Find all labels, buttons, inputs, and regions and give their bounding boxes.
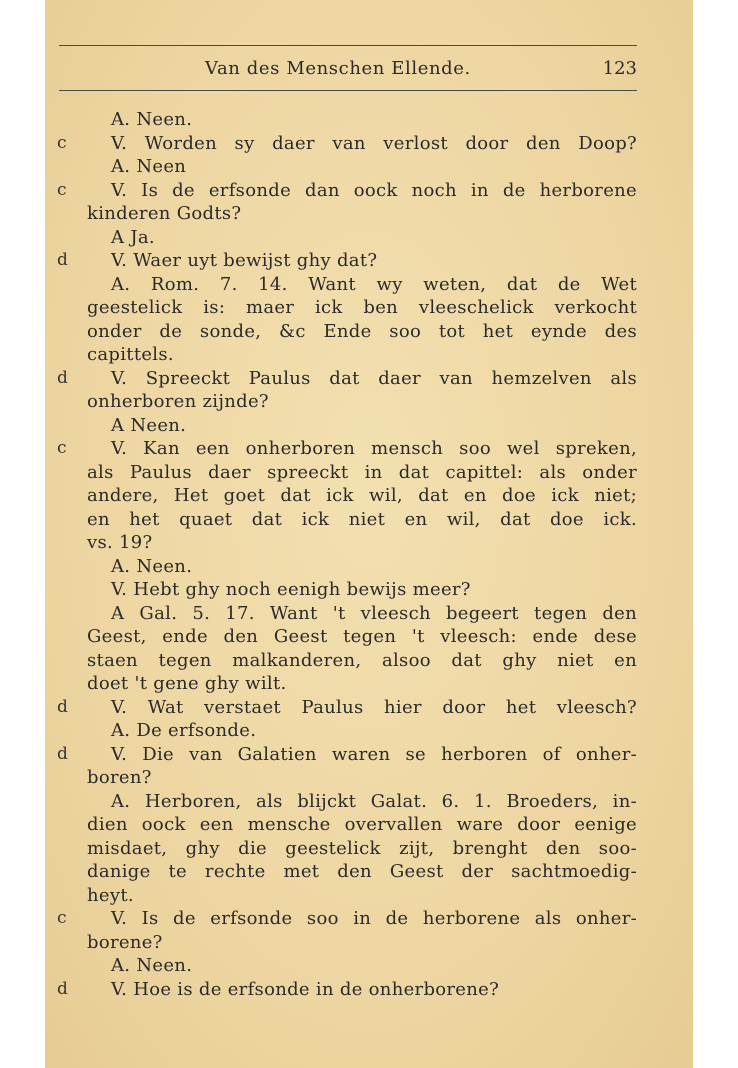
- line-text: V. Die van Galatien waren se herboren of onher-: [111, 743, 637, 765]
- text-line: [45, 625, 693, 649]
- margin-marker: c: [57, 438, 67, 458]
- line-text: staen tegen malkanderen, alsoo dat ghy niet en: [87, 649, 637, 671]
- line-text: A. Neen: [111, 156, 187, 177]
- line-text: capittels.: [87, 344, 174, 365]
- text-line: [45, 320, 693, 344]
- text-line: [45, 555, 693, 579]
- line-text: misdaet, ghy die geestelick zijt, brenght den soo-: [87, 837, 637, 859]
- page-number: 123: [602, 58, 637, 79]
- running-header: [45, 58, 693, 84]
- text-line: [45, 649, 693, 673]
- text-line: [45, 790, 693, 814]
- line-text: en het quaet dat ick niet en wil, dat doe ick.: [87, 508, 637, 530]
- line-text: V. Spreeckt Paulus dat daer van hemzelven als: [111, 367, 637, 389]
- line-text: borene?: [87, 931, 163, 953]
- line-text: vs. 19?: [87, 532, 153, 553]
- text-line: [45, 179, 693, 203]
- line-text: als Paulus daer spreeckt in dat capittel: als onder: [87, 461, 637, 483]
- line-text: A Neen.: [111, 414, 187, 436]
- line-text: A Gal. 5. 17. Want 't vleesch begeert tegen den: [111, 602, 637, 624]
- text-line: [45, 954, 693, 978]
- line-text: Geest, ende den Geest tegen 't vleesch: ende dese: [87, 626, 637, 647]
- margin-marker: d: [57, 743, 69, 764]
- text-line: [45, 743, 693, 767]
- text-line: [45, 484, 693, 508]
- page-body: [45, 108, 693, 1001]
- text-line: [45, 414, 693, 438]
- line-text: onherboren zijnde?: [87, 391, 269, 412]
- line-text: V. Is de erfsonde soo in de herborene als onher-: [111, 908, 637, 929]
- text-line: [45, 907, 693, 931]
- text-line: [45, 273, 693, 297]
- text-line: [45, 696, 693, 720]
- margin-marker: c: [57, 132, 67, 153]
- text-line: [45, 860, 693, 884]
- line-text: A Ja.: [111, 226, 155, 248]
- line-text: kinderen Godts?: [87, 203, 242, 224]
- line-text: A. Neen.: [111, 955, 193, 976]
- line-text: V. Worden sy daer van verlost door den Doop?: [111, 132, 637, 154]
- text-line: [45, 978, 693, 1002]
- text-line: [45, 813, 693, 837]
- text-line: [45, 249, 693, 273]
- line-text: A. Herboren, als blijckt Galat. 6. 1. Broeders, in-: [111, 790, 637, 812]
- text-line: [45, 367, 693, 391]
- line-text: geestelick is: maer ick ben vleeschelick verkocht: [87, 297, 637, 318]
- line-text: doet 't gene ghy wilt.: [87, 673, 287, 694]
- text-line: [45, 508, 693, 532]
- line-text: V. Is de erfsonde dan oock noch in de herborene: [111, 179, 637, 201]
- header-rule-top: [59, 45, 637, 46]
- line-text: A. De erfsonde.: [111, 720, 257, 741]
- line-text: danige te rechte met den Geest der sachtmoedig-: [87, 861, 637, 882]
- text-line: [45, 343, 693, 367]
- line-text: A. Neen.: [111, 555, 193, 577]
- line-text: andere, Het goet dat ick wil, dat en doe ick niet;: [87, 485, 637, 506]
- text-line: [45, 155, 693, 179]
- text-line: [45, 766, 693, 790]
- text-line: [45, 202, 693, 226]
- line-text: A. Rom. 7. 14. Want wy weten, dat de Wet: [111, 273, 637, 295]
- margin-marker: d: [57, 978, 69, 999]
- margin-marker: d: [57, 250, 69, 270]
- text-line: [45, 837, 693, 861]
- book-page: [45, 0, 693, 1068]
- text-line: [45, 602, 693, 626]
- line-text: V. Wat verstaet Paulus hier door het vleesch?: [111, 696, 637, 718]
- margin-marker: c: [57, 179, 67, 200]
- margin-marker: d: [57, 696, 69, 717]
- text-line: [45, 437, 693, 461]
- line-text: heyt.: [87, 884, 134, 906]
- line-text: V. Waer uyt bewijst ghy dat?: [111, 250, 378, 271]
- running-title: Van des Menschen Ellende.: [205, 58, 471, 79]
- text-line: [45, 884, 693, 908]
- header-rule-bottom: [59, 90, 637, 91]
- text-line: [45, 672, 693, 696]
- line-text: V. Kan een onherboren mensch soo wel spreken,: [111, 438, 637, 459]
- text-line: [45, 296, 693, 320]
- text-line: [45, 132, 693, 156]
- text-line: [45, 108, 693, 132]
- text-line: [45, 461, 693, 485]
- line-text: V. Hoe is de erfsonde in de onherborene?: [111, 978, 500, 1000]
- margin-marker: d: [57, 367, 69, 388]
- text-line: [45, 931, 693, 955]
- text-line: [45, 578, 693, 602]
- line-text: dien oock een mensche overvallen ware door eenige: [87, 814, 637, 835]
- text-line: [45, 719, 693, 743]
- text-line: [45, 226, 693, 250]
- text-line: [45, 390, 693, 414]
- text-line: [45, 531, 693, 555]
- line-text: onder de sonde, &c Ende soo tot het eynde des: [87, 320, 637, 342]
- line-text: V. Hebt ghy noch eenigh bewijs meer?: [111, 579, 471, 600]
- margin-marker: c: [57, 908, 67, 928]
- line-text: A. Neen.: [111, 109, 193, 130]
- line-text: boren?: [87, 767, 152, 788]
